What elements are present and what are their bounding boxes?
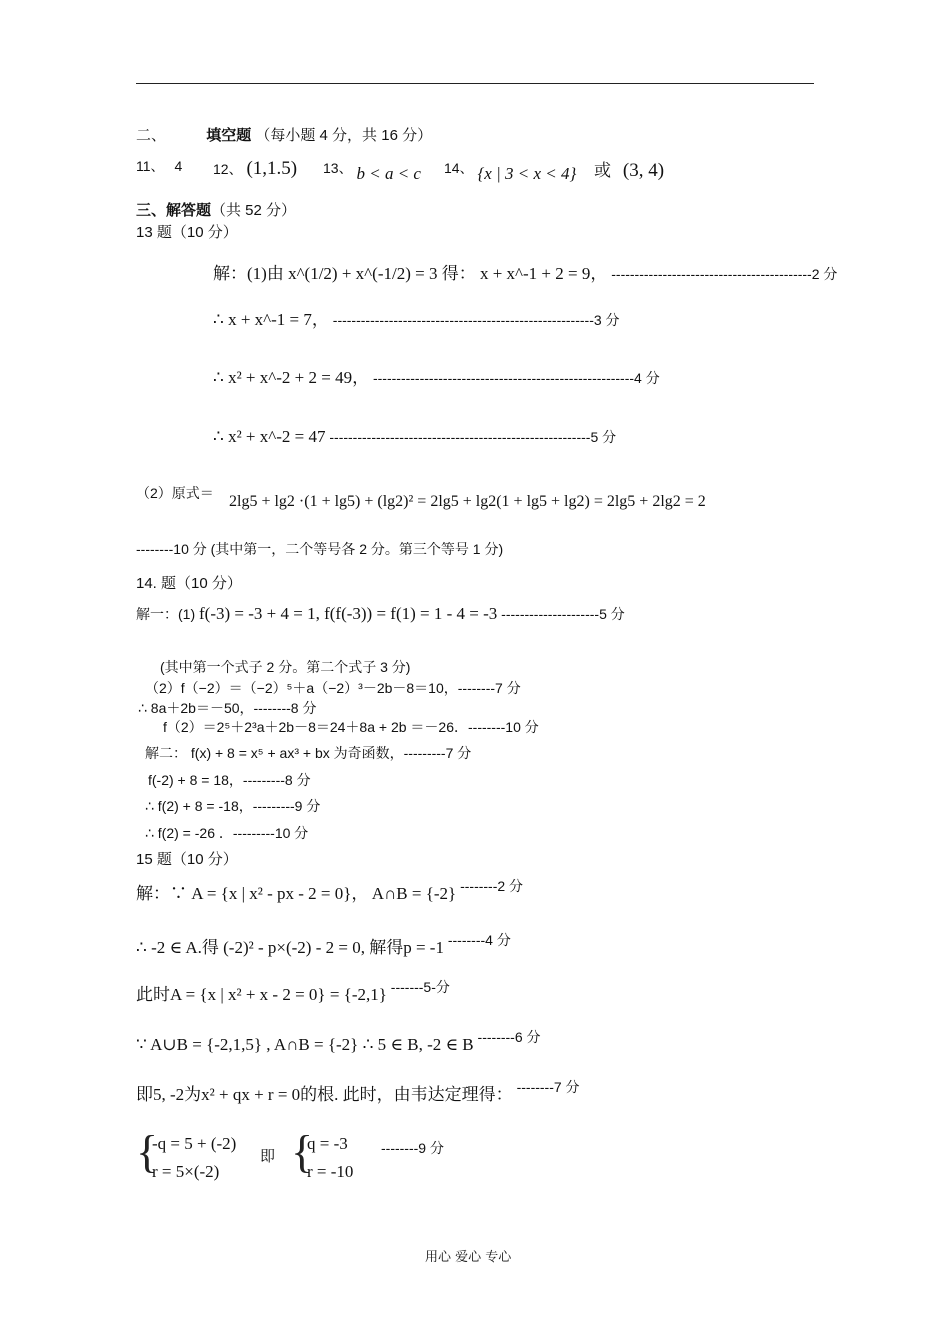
- system-connector: 即: [260, 1148, 276, 1165]
- q15-heading: 15 题（10 分）: [136, 851, 238, 868]
- q13-line-2: ∴ x + x^-1 = 7， --------------------------------------------------------3 分: [213, 310, 620, 329]
- section2-num: 二、: [136, 127, 167, 144]
- q14-line-5: f（2）＝2⁵＋2³a＋2b－8＝24＋8a + 2b ＝－26．--------10 分: [163, 719, 539, 735]
- system1-eq1: -q = 5 + (-2): [152, 1134, 237, 1153]
- q15-line-4: ∵ A∪B = {-2,1,5} , A∩B = {-2} ∴ 5 ∈ B, -2 ∈ B --------6 分: [136, 1029, 541, 1054]
- q14-line-8: ∴ f(2) + 8 = -18，---------9 分: [145, 798, 321, 814]
- system1-brace: {: [136, 1126, 159, 1177]
- q13-heading: 13 题（10 分）: [136, 224, 238, 241]
- q13-line-4: ∴ x² + x^-2 = 47 --------------------------------------------------------5 分: [213, 427, 617, 446]
- system1-eq2: r = 5×(-2): [152, 1162, 220, 1181]
- q15-line-2: ∴ -2 ∈ A.得 (-2)² - p×(-2) - 2 = 0, 解得p = -1 --------4 分: [136, 932, 511, 957]
- q14-line-9: ∴ f(2) = -26 ．---------10 分: [145, 825, 309, 841]
- q15-line-1: 解：∵ A = {x | x² - px - 2 = 0}， A∩B = {-2} --------2 分: [136, 878, 524, 903]
- system2-eq1: q = -3: [307, 1134, 348, 1153]
- section2-title: 填空题: [206, 127, 252, 144]
- section3-heading: 三、解答题（共 52 分）: [136, 202, 297, 219]
- page-footer: 用心 爱心 专心: [425, 1250, 512, 1265]
- system2-eq2: r = -10: [307, 1162, 354, 1181]
- q15-line-3: 此时A = {x | x² + x - 2 = 0} = {-2,1} -------5-分: [136, 979, 450, 1004]
- q13-part2-mark: --------10 分 (其中第一，二个等号各 2 分。第三个等号 1 分): [136, 541, 504, 557]
- answer-11: 11、 4: [136, 158, 183, 174]
- answer-14-alt: 或 (3, 4): [594, 160, 665, 181]
- header-rule: [136, 83, 814, 84]
- q13-part2-label: （2）原式＝: [136, 485, 214, 501]
- answer-13: 13、 b < a < c: [323, 160, 421, 183]
- q13-line-3: ∴ x² + x^-2 + 2 = 49， --------------------------------------------------------4 分: [213, 368, 660, 387]
- q15-line-5: 即5, -2为x² + qx + r = 0的根. 此时，由韦达定理得： --------7 分: [136, 1079, 580, 1104]
- section2-note: （每小题 4 分，共 16 分）: [255, 127, 433, 144]
- q14-line-6: 解二： f(x) + 8 = x⁵ + ax³ + bx 为奇函数，---------7 分: [145, 745, 472, 761]
- q13-line-1: 解：(1)由 x^(1/2) + x^(-1/2) = 3 得： x + x^-1 + 2 = 9， -------------------------------------------2 分: [213, 264, 838, 283]
- answer-12: 12、 (1,1.5): [213, 158, 298, 179]
- q14-line-1: 解一：(1) f(-3) = -3 + 4 = 1, f(f(-3)) = f(1) = 1 - 4 = -3 ---------------------5 分: [136, 604, 625, 623]
- section2-heading: [136, 127, 432, 145]
- system2-brace: {: [291, 1126, 314, 1177]
- system-mark: --------9 分: [381, 1140, 444, 1156]
- q14-heading: 14. 题（10 分）: [136, 575, 242, 592]
- q14-line-7: f(-2) + 8 = 18，---------8 分: [148, 772, 311, 788]
- answer-14: 14、 {x | 3 < x < 4}: [444, 160, 577, 183]
- q14-line-2: (其中第一个式子 2 分。第二个式子 3 分): [160, 659, 411, 675]
- q14-line-3: （2）f（−2）＝（−2）⁵＋a（−2）³－2b－8＝10，--------7 分: [145, 680, 521, 696]
- q14-line-4: ∴ 8a＋2b＝－50，--------8 分: [138, 700, 317, 716]
- q13-part2-expr: 2lg5 + lg2 ·(1 + lg5) + (lg2)² = 2lg5 + lg2(1 + lg5 + lg2) = 2lg5 + 2lg2 = 2: [229, 493, 706, 510]
